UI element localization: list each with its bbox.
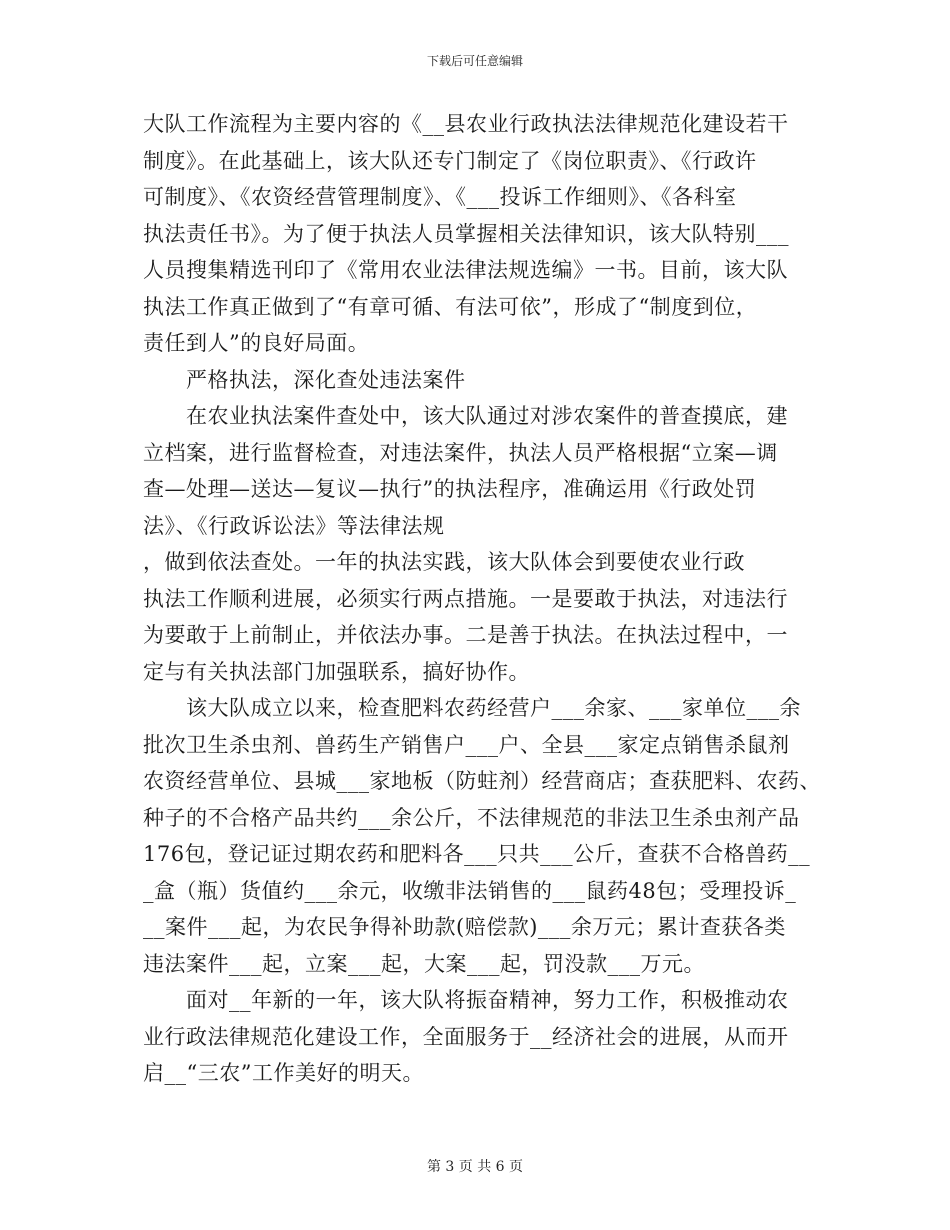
text-line: 面对__年新的一年，该大队将振奋精神，努力工作，积极推动农 xyxy=(143,988,789,1012)
page-header: 下载后可任意编辑 xyxy=(426,54,523,68)
text-line: 定与有关执法部门加强联系，搞好协作。 xyxy=(143,659,530,684)
text-line: 责任到人”的良好局面。 xyxy=(143,331,370,355)
page-footer: 第 3 页 共 6 页 xyxy=(426,1159,524,1175)
text-line: 法》、《行政诉讼法》等法律法规 xyxy=(143,513,445,538)
text-line: 可制度》、《农资经营管理制度》、《___投诉工作细则》、《各科室 xyxy=(143,185,737,209)
text-line: 启__“三农”工作美好的明天。 xyxy=(143,1061,424,1085)
text-line: 制度》。在此基础上，该大队还专门制定了《岗位职责》、《行政许 xyxy=(143,148,757,173)
text-line: 人员搜集精选刊印了《常用农业法律法规选编》一书。目前，该大队 xyxy=(143,258,788,282)
text-line: 农资经营单位、县城___家地板（防蛀剂）经营商店；查获肥料、农药、 xyxy=(143,769,821,793)
section-heading: 严格执法，深化查处违法案件 xyxy=(143,367,466,392)
text-line: 执法责任书》。为了便于执法人员掌握相关法律知识，该大队特别___ xyxy=(143,221,789,246)
text-line: 业行政法律规范化建设工作，全面服务于__经济社会的进展，从而开 xyxy=(143,1024,789,1049)
text-line: 立档案，进行监督检查，对违法案件，执法人员严格根据“立案—调 xyxy=(143,440,778,465)
text-line: 种子的不合格产品共约___余公斤，不法律规范的非法卫生杀虫剂产品 xyxy=(143,805,800,830)
text-line: 为要敢于上前制止，并依法办事。二是善于执法。在执法过程中，一 xyxy=(143,623,788,647)
text-line: 查—处理—送达—复议—执行”的执法程序，准确运用《行政处罚 xyxy=(143,477,757,501)
text-line: 批次卫生杀虫剂、兽药生产销售户___户、全县___家定点销售杀鼠剂 xyxy=(143,732,790,757)
text-line: __案件___起，为农民争得补助款(赔偿款)___余万元；累计查获各类 xyxy=(143,915,786,939)
text-line: 176包，登记证过期农药和肥料各___只共___公斤，查获不合格兽药__ xyxy=(143,842,811,866)
text-line: 该大队成立以来，检查肥料农药经营户___余家、___家单位___余 xyxy=(143,696,801,720)
document-body xyxy=(143,106,821,1092)
text-line: 大队工作流程为主要内容的《__县农业行政执法法律规范化建设若干 xyxy=(143,112,789,136)
text-line: 执法工作顺利进展，必须实行两点措施。一是要敢于执法，对违法行 xyxy=(143,586,788,611)
text-line: _盒（瓶）货值约___余元，收缴非法销售的___鼠药48包；受理投诉_ xyxy=(143,878,797,903)
text-line: 在农业执法案件查处中，该大队通过对涉农案件的普查摸底，建 xyxy=(143,404,788,428)
text-line: 执法工作真正做到了“有章可循、有法可依”，形成了“制度到位， xyxy=(143,294,758,319)
text-line: ，做到依法查处。一年的执法实践，该大队体会到要使农业行政 xyxy=(143,550,745,574)
text-line: 违法案件___起，立案___起，大案___起，罚没款___万元。 xyxy=(143,951,705,976)
